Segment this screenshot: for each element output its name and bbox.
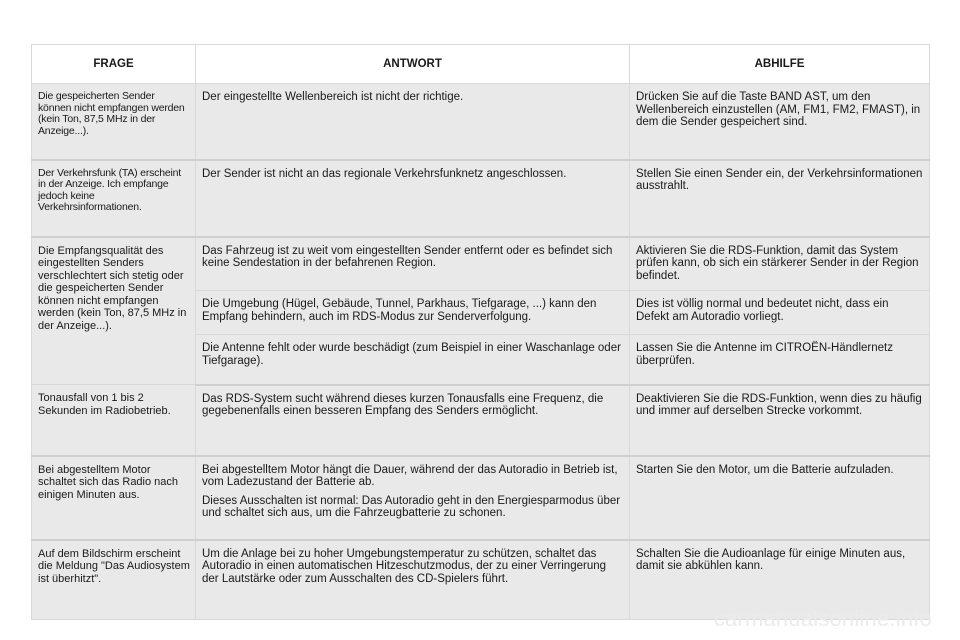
table-row [32,84,930,160]
answer-cell [196,456,630,540]
watermark: carmanualsonline.info [713,606,932,631]
remedy-cell: Deaktivieren Sie die RDS-Funktion, wenn dies zu häufig und immer auf derselben Strecke vorkommt. [630,385,930,456]
answer-cell [196,335,630,385]
answer-cell [196,160,630,237]
answer-text: Die Antenne fehlt oder wurde beschädigt (zum Beispiel in einer Waschanlage oder Tiefgarage). [202,342,621,367]
troubleshooting-table [31,44,930,620]
remedy-cell: Starten Sie den Motor, um die Batterie aufzuladen. [630,456,930,540]
remedy-cell: Aktivieren Sie die RDS-Funktion, damit das System prüfen kann, ob sich ein stärkerer Sender in der Region befindet. [630,237,930,291]
answer-text: Das RDS-System sucht während dieses kurzen Tonausfalls eine Frequenz, die gegebenenfalls einen besseren Empfang des Senders ermöglicht. [202,392,604,417]
header-frage: FRAGE [32,45,196,84]
table-row [32,456,930,540]
remedy-cell: Drücken Sie auf die Taste BAND AST, um den Wellenbereich einzustellen (AM, FM1, FM2, FMAST), in dem die Sender gespeichert sind. [630,84,930,160]
answer-cell [196,385,630,456]
answer-cell [196,540,630,620]
answer-text: Die Umgebung (Hügel, Gebäude, Tunnel, Parkhaus, Tiefgarage, ...) kann den Empfang behindern, auch im RDS-Modus zur Senderverfolgung. [202,298,597,323]
answer-text: Bei abgestelltem Motor hängt die Dauer, während der das Autoradio in Betrieb ist, vom Ladezustand der Batterie ab. [202,463,618,488]
answer-cell [196,237,630,291]
remedy-cell: Lassen Sie die Antenne im CITROËN-Händlernetz überprüfen. [630,335,930,385]
question-cell: Tonausfall von 1 bis 2 Sekunden im Radiobetrieb. [32,385,196,456]
answer-text: Dieses Ausschalten ist normal: Das Autoradio geht in den Energiesparmodus über und schaltet sich aus, um die Fahrzeugbatterie zu schonen. [202,494,621,519]
table-row [32,385,930,456]
answer-cell [196,84,630,160]
table-header-row [32,45,930,84]
table-row [32,160,930,237]
header-abhilfe: ABHILFE [630,45,930,84]
remedy-cell: Schalten Sie die Audioanlage für einige Minuten aus, damit sie abkühlen kann. [630,540,930,620]
remedy-cell: Dies ist völlig normal und bedeutet nicht, dass ein Defekt am Autoradio vorliegt. [630,291,930,335]
answer-cell [196,291,630,335]
table-row [32,237,930,291]
answer-text: Der eingestellte Wellenbereich ist nicht der richtige. [202,91,464,103]
remedy-cell: Stellen Sie einen Sender ein, der Verkehrsinformationen ausstrahlt. [630,160,930,237]
answer-text: Das Fahrzeug ist zu weit vom eingestellten Sender entfernt oder es befindet sich keine Sendestation in der befahrenen Region. [202,244,613,269]
question-cell: Der Verkehrsfunk (TA) erscheint in der Anzeige. Ich empfange jedoch keine Verkehrsinformationen. [32,160,196,237]
question-cell: Die Empfangsqualität des eingestellten Senders verschlechtert sich stetig oder die gespeicherten Sender können nicht empfangen werden (kein Ton, 87,5 MHz in der Anzeige...). [32,237,196,385]
question-cell: Auf dem Bildschirm erscheint die Meldung "Das Audiosystem ist überhitzt". [32,540,196,620]
question-cell: Bei abgestelltem Motor schaltet sich das Radio nach einigen Minuten aus. [32,456,196,540]
header-antwort: ANTWORT [196,45,630,84]
answer-text: Um die Anlage bei zu hoher Umgebungstemperatur zu schützen, schaltet das Autoradio in einen automatischen Hitzeschutzmodus, der zu einer Verringerung der Lautstärke oder zum Ausschalten des CD-Spielers führt. [202,547,607,585]
answer-text: Der Sender ist nicht an das regionale Verkehrsfunknetz angeschlossen. [202,167,567,180]
question-cell: Die gespeicherten Sender können nicht empfangen werden (kein Ton, 87,5 MHz in der Anzeige...). [32,84,196,160]
